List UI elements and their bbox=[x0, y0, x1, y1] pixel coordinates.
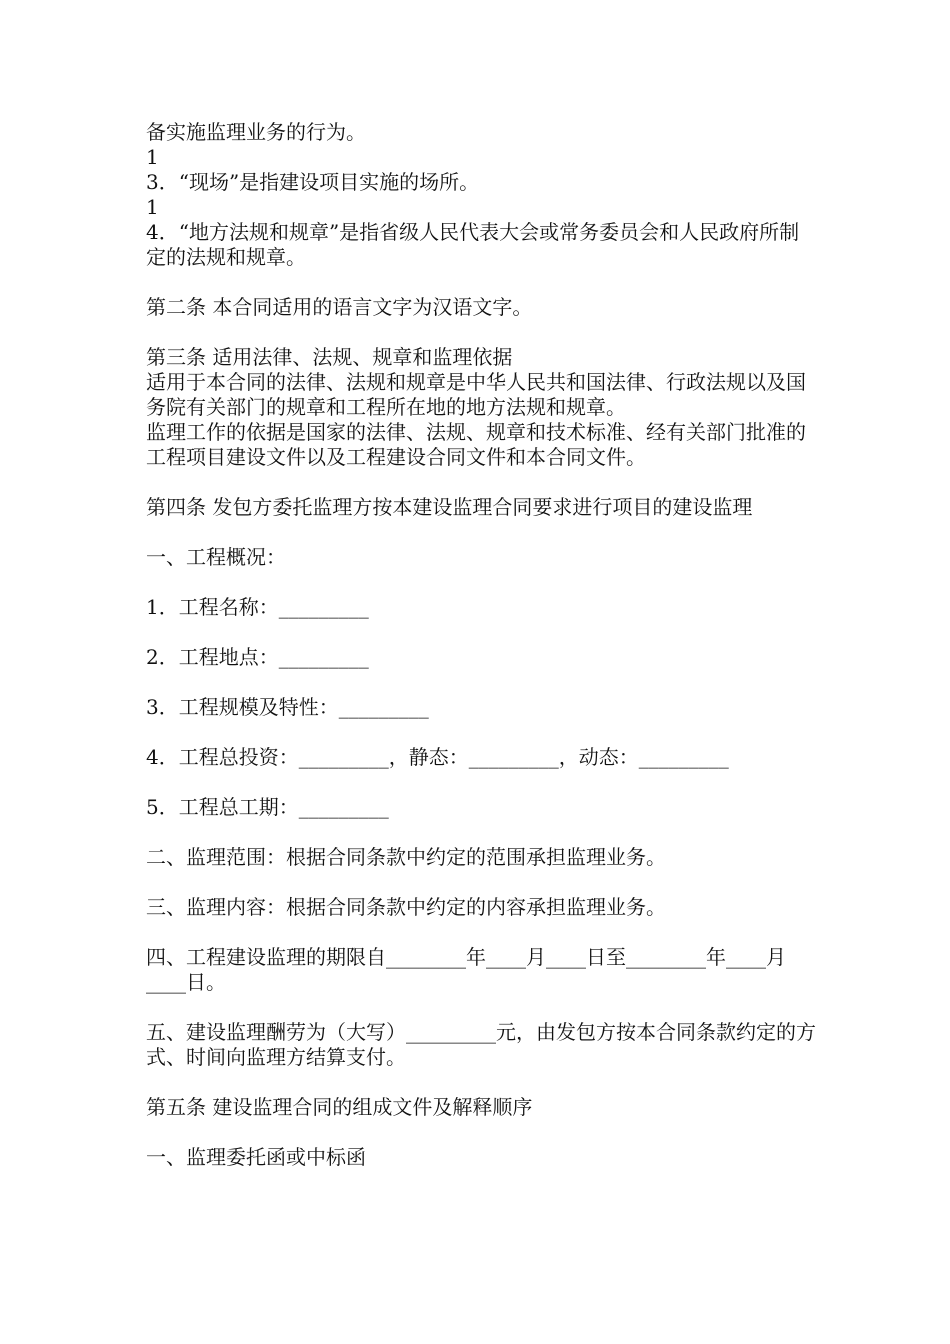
paragraph: 监理工作的依据是国家的法律、法规、规章和技术标准、经有关部门批准的工程项目建设文件以及工程建设合同文件和本合同文件。 bbox=[146, 420, 806, 469]
section-heading: 一、工程概况： bbox=[146, 545, 286, 569]
list-item: 3．工程规模及特性：_________ bbox=[146, 695, 429, 719]
section-heading: 三、监理内容：根据合同条款中约定的内容承担监理业务。 bbox=[146, 895, 666, 919]
paragraph: 备实施监理业务的行为。 bbox=[146, 120, 366, 144]
list-item: 1．工程名称：_________ bbox=[146, 595, 369, 619]
section-heading: 二、监理范围：根据合同条款中约定的范围承担监理业务。 bbox=[146, 845, 666, 869]
article-heading: 第五条 建设监理合同的组成文件及解释顺序 bbox=[146, 1095, 533, 1119]
spacer bbox=[146, 520, 816, 545]
paragraph: 适用于本合同的法律、法规和规章是中华人民共和国法律、行政法规以及国务院有关部门的规章和工程所在地的地方法规和规章。 bbox=[146, 370, 806, 419]
spacer bbox=[146, 920, 816, 945]
spacer bbox=[146, 670, 816, 695]
article-heading: 第三条 适用法律、法规、规章和监理依据 bbox=[146, 345, 513, 369]
spacer bbox=[146, 770, 816, 795]
spacer bbox=[146, 720, 816, 745]
list-item: 2．工程地点：_________ bbox=[146, 645, 369, 669]
paragraph: 3．“现场”是指建设项目实施的场所。 bbox=[146, 170, 480, 194]
article-heading: 第四条 发包方委托监理方按本建设监理合同要求进行项目的建设监理 bbox=[146, 495, 753, 519]
section-heading: 五、建设监理酬劳为（大写）_________元，由发包方按本合同条款约定的方式、时间向监理方结算支付。 bbox=[146, 1020, 816, 1069]
list-item: 4．工程总投资：_________，静态：_________，动态：_________ bbox=[146, 745, 729, 769]
section-heading: 四、工程建设监理的期限自________年____月____日至________年____月____日。 bbox=[146, 945, 786, 994]
document-body bbox=[146, 120, 816, 1170]
page-number: 1 bbox=[146, 145, 159, 169]
spacer bbox=[146, 870, 816, 895]
spacer bbox=[146, 995, 816, 1020]
spacer bbox=[146, 620, 816, 645]
spacer bbox=[146, 1070, 816, 1095]
spacer bbox=[146, 270, 816, 295]
spacer bbox=[146, 470, 816, 495]
page-number: 1 bbox=[146, 195, 159, 219]
spacer bbox=[146, 320, 816, 345]
spacer bbox=[146, 820, 816, 845]
spacer bbox=[146, 570, 816, 595]
spacer bbox=[146, 1120, 816, 1145]
paragraph: 4．“地方法规和规章”是指省级人民代表大会或常务委员会和人民政府所制定的法规和规章。 bbox=[146, 220, 800, 269]
article-heading: 第二条 本合同适用的语言文字为汉语文字。 bbox=[146, 295, 533, 319]
section-heading: 一、监理委托函或中标函 bbox=[146, 1145, 366, 1169]
list-item: 5．工程总工期：_________ bbox=[146, 795, 389, 819]
